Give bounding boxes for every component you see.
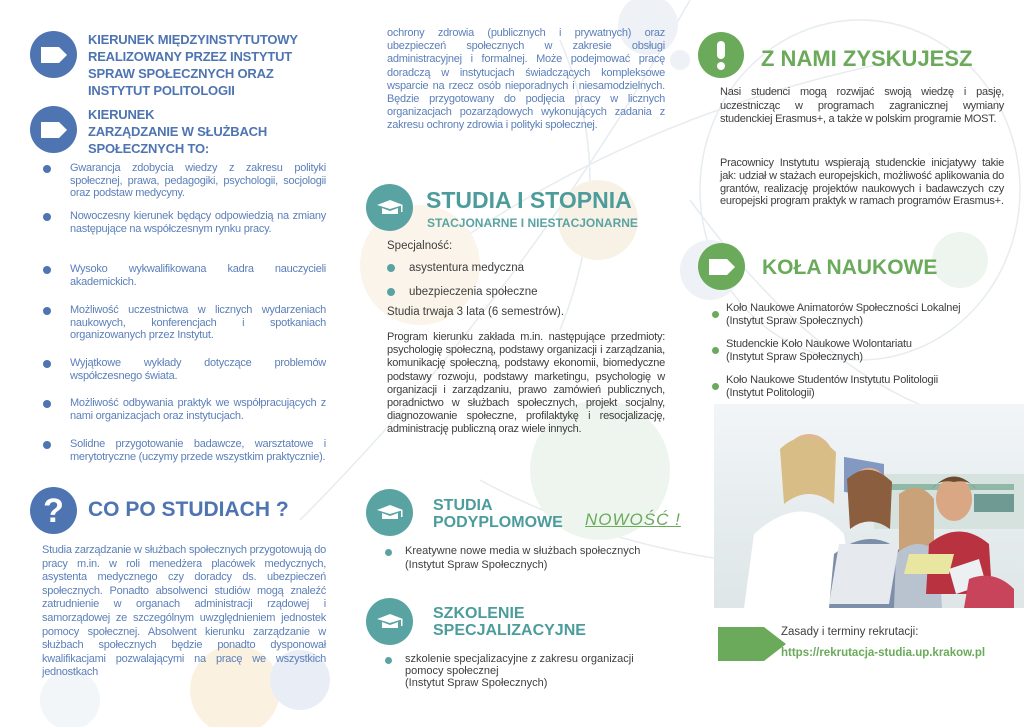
circle-item: Koło Naukowe Animatorów Społeczności Lokalnej (Instytut Spraw Społecznych) bbox=[712, 302, 960, 327]
question-mark-icon: ? bbox=[30, 487, 77, 534]
list-item: Nowoczesny kierunek będący odpowiedzią na zmiany następujące na współczesnym rynku pracy. bbox=[70, 210, 326, 235]
bullet-icon bbox=[387, 264, 395, 272]
circle-item: Koło Naukowe Studentów Instytutu Politologii (Instytut Politologii) bbox=[712, 374, 938, 399]
after-studies-title: CO PO STUDIACH ? bbox=[88, 498, 289, 521]
after-studies-text: Studia zarządzanie w służbach społecznych przygotowują do pracy m.in. w roli menedżera placówek medycznych, asystenta medycznego czy doradcy ds. ubezpieczeń społecznych. Ponadto absolwenci studiów mogą znaleźć zatrudnienie w organach administracji rządowej i samorządowej ze szczególnym uwzględnieniem jednostek pomocy społecznej. Absolwent kierunku zarządzanie w służbach społecznych będzie ponadto dysponował kwalifikacjami pozwalającymi na pracę we wszystkich jednostkach bbox=[42, 544, 326, 679]
bullet-icon bbox=[43, 360, 51, 368]
bullet-icon bbox=[43, 266, 51, 274]
bullet-icon bbox=[43, 400, 51, 408]
graduation-cap-icon bbox=[366, 184, 413, 231]
column-left bbox=[0, 0, 345, 727]
specialty-item: asystentura medyczna bbox=[387, 262, 524, 274]
bullet-icon bbox=[712, 311, 719, 318]
bullet-icon bbox=[385, 657, 392, 664]
study-duration: Studia trwaja 3 lata (6 semestrów). bbox=[387, 306, 565, 318]
first-degree-title: STUDIA I STOPNIA bbox=[426, 187, 632, 213]
bullet-icon bbox=[43, 213, 51, 221]
graduation-cap-icon bbox=[366, 489, 413, 536]
bullet-icon bbox=[712, 383, 719, 390]
training-title: SZKOLENIE SPECJALIZACYJNE bbox=[433, 605, 586, 639]
list-item: Wysoko wykwalifikowana kadra nauczycieli akademickich. bbox=[70, 263, 326, 288]
bullet-icon bbox=[387, 288, 395, 296]
training-item: szkolenie specjalizacyjne z zakresu organizacji pomocy społecznej (Instytut Spraw Społecznych) bbox=[385, 653, 634, 689]
list-item: Gwarancja zdobycia wiedzy z zakresu polityki społecznej, prawa, pedagogiki, psychologii, socjologii oraz podstaw medycyny. bbox=[70, 162, 326, 200]
bullet-icon bbox=[385, 549, 392, 556]
program-text: Program kierunku zakłada m.in. następujące przedmioty: psychologię społeczną, podstawy organizacji i zarządzania, komunikację społeczną, podstawy ekonomii, biomedyczne podstawy rozwoju, podstawy marketingu, psychologię w organizacji i zarządzaniu, prawo zamówień publicznych, poradnictwo w służbach społecznych, projekt socjalny, diagnozowanie społeczne, profilaktykę i resocjalizację, administrację publiczną oraz wiele innych. bbox=[387, 331, 665, 436]
circles-title: KOŁA NAUKOWE bbox=[762, 256, 938, 279]
exclamation-icon bbox=[698, 32, 744, 78]
students-photo bbox=[714, 404, 1024, 608]
gain-text-2: Pracownicy Instytutu wspierają studenckie inicjatywy takie jak: udział w stażach europejskich, możliwość aplikowania do grantów, realizację projektów naukowych i badawczych czy europejski program praktyk w ramach programów Erasmus+. bbox=[720, 157, 1004, 208]
arrow-tag-icon bbox=[30, 31, 77, 78]
specialty-item: ubezpieczenia społeczne bbox=[387, 286, 538, 298]
bullet-icon bbox=[43, 165, 51, 173]
continued-text: ochrony zdrowia (publicznych i prywatnych) oraz ubezpieczeń społecznych w zakresie obsługi administracyjnej i formalnej. Może podejmować pracę doradczą w instytucjach świadczących kompleksowe wsparcie na rzecz osób nieporadnych i niesamodzielnych. Będzie przygotowany do podjęcia pracy w licznych organizacjach pozarządowych wykonujących zadania z zakresu ochrony zdrowia i polityki społecznej. bbox=[387, 27, 665, 132]
list-item: Możliwość odbywania praktyk we współpracujących z nami organizacjach oraz instytucjach. bbox=[70, 397, 326, 422]
bullet-icon bbox=[43, 307, 51, 315]
arrow-tag-icon bbox=[30, 106, 77, 153]
graduation-cap-icon bbox=[366, 598, 413, 645]
column-right bbox=[690, 0, 1024, 727]
list-item: Solidne przygotowanie badawcze, warsztatowe i merytotryczne (uczymy przede wszystkim praktycznie). bbox=[70, 438, 326, 463]
recruitment-label: Zasady i terminy rekrutacji: bbox=[781, 626, 919, 638]
specialty-label: Specjalność: bbox=[387, 240, 453, 252]
bullet-icon bbox=[712, 347, 719, 354]
column-middle bbox=[345, 0, 690, 727]
gain-title: Z NAMI ZYSKUJESZ bbox=[761, 46, 973, 71]
postgraduate-item: Kreatywne nowe media w służbach społecznych (Instytut Spraw Społecznych) bbox=[385, 545, 640, 572]
list-item: Możliwość uczestnictwa w licznych wydarzeniach naukowych, konferencjach i spotkaniach organizowanych przez Instytut. bbox=[70, 304, 326, 342]
new-badge: NOWOŚĆ ! bbox=[585, 510, 681, 529]
postgraduate-title: STUDIA PODYPLOMOWE bbox=[433, 497, 563, 531]
arrow-tag-icon bbox=[698, 243, 745, 290]
gain-text-1: Nasi studenci mogą rozwijać swoją wiedzę i pasję, uczestnicząc w programach zagranicznej wymiany studenckiej Erasmus+, a także w polskim programie MOST. bbox=[720, 86, 1004, 126]
field-header: KIERUNEK ZARZĄDZANIE W SŁUŻBACH SPOŁECZNYCH TO: bbox=[88, 107, 268, 156]
arrow-right-icon bbox=[714, 619, 788, 669]
recruitment-link[interactable]: https://rekrutacja-studia.up.krakow.pl bbox=[781, 647, 986, 659]
circle-item: Studenckie Koło Naukowe Wolontariatu (Instytut Spraw Społecznych) bbox=[712, 338, 912, 363]
list-item: Wyjątkowe wykłady dotyczące problemów współczesnego świata. bbox=[70, 357, 326, 382]
program-header: KIERUNEK MIĘDZYINSTYTUTOWY REALIZOWANY PRZEZ INSTYTUT SPRAW SPOŁECZNYCH ORAZ INSTYTUT POLITOLOGII bbox=[88, 32, 298, 98]
bullet-icon bbox=[43, 441, 51, 449]
first-degree-subtitle: STACJONARNE I NIESTACJONARNE bbox=[427, 216, 638, 230]
